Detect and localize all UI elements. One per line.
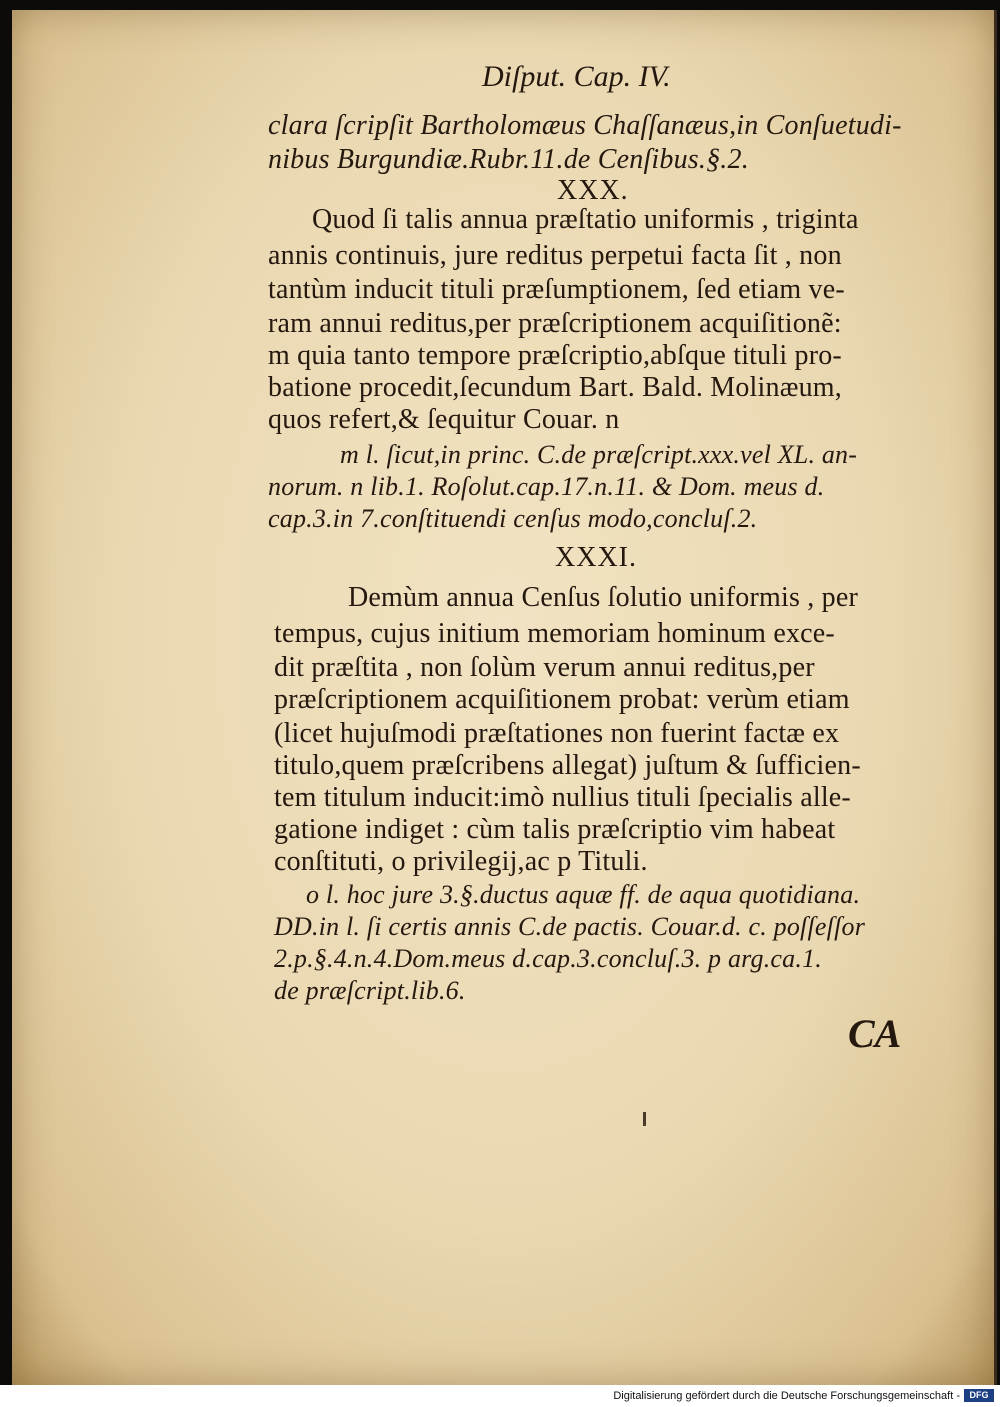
- text-line: tantùm inducit tituli præſumptionem, ſed etiam ve-: [268, 274, 845, 305]
- section-number: XXX.: [557, 175, 629, 206]
- text-line: Quod ſi talis annua præſtatio uniformis , triginta: [312, 204, 859, 235]
- footnote-line: norum. n lib.1. Roſolut.cap.17.n.11. & Dom. meus d.: [268, 472, 825, 501]
- text-line: ram annui reditus,per præſcriptionem acquiſitionẽ:: [268, 308, 842, 339]
- ink-mark: [643, 1112, 646, 1126]
- text-line: conſtituti, o privilegij,ac p Tituli.: [274, 846, 648, 877]
- dfg-logo: DFG: [964, 1389, 994, 1402]
- section-number: XXXI.: [555, 542, 637, 573]
- text-line: dit præſtita , non ſolùm verum annui reditus,per: [274, 652, 815, 683]
- footnote-line: de præſcript.lib.6.: [274, 976, 466, 1005]
- text-line: (licet hujuſmodi præſtationes non fuerint factæ ex: [274, 718, 840, 749]
- text-line: clara ſcripſit Bartholomæus Chaſſanæus,in Conſuetudi-: [268, 110, 902, 141]
- footnote-line: cap.3.in 7.conſtituendi cenſus modo,concluſ.2.: [268, 504, 758, 533]
- footnote-line: DD.in l. ſi certis annis C.de pactis. Couar.d. c. poſſeſſor: [274, 912, 866, 941]
- footnote-line: 2.p.§.4.n.4.Dom.meus d.cap.3.concluſ.3. p arg.ca.1.: [274, 944, 822, 973]
- text-line: nibus Burgundiæ.Rubr.11.de Cenſibus.§.2.: [268, 144, 749, 175]
- text-line: tempus, cujus initium memoriam hominum exce-: [274, 618, 835, 649]
- text-line: tem titulum inducit:imò nullius tituli ſpecialis alle-: [274, 782, 851, 813]
- text-line: batione procedit,ſecundum Bart. Bald. Molinæum,: [268, 372, 842, 403]
- text-line: præſcriptionem acquiſitionem probat: verùm etiam: [274, 684, 850, 715]
- footnote-line: o l. hoc jure 3.§.ductus aquæ ff. de aqua quotidiana.: [306, 880, 861, 909]
- footnote-line: m l. ſicut,in princ. C.de præſcript.xxx.vel XL. an-: [340, 440, 858, 469]
- footer-credit: Digitalisierung gefördert durch die Deutsche Forschungsgemeinschaft -: [613, 1390, 960, 1402]
- text-line: annis continuis, jure reditus perpetui facta ſit , non: [268, 240, 842, 271]
- text-line: titulo,quem præſcribens allegat) juſtum & ſufficien-: [274, 750, 861, 781]
- text-line: Demùm annua Cenſus ſolutio uniformis , per: [348, 582, 858, 613]
- text-line: gatione indiget : cùm talis præſcriptio vim habeat: [274, 814, 836, 845]
- catchword: CA: [848, 1011, 902, 1056]
- running-head: Diſput. Cap. IV.: [482, 60, 671, 93]
- text-line: quos refert,& ſequitur Couar. n: [268, 404, 620, 435]
- text-line: m quia tanto tempore præſcriptio,abſque tituli pro-: [268, 340, 842, 371]
- digitization-footer: [0, 1385, 1000, 1407]
